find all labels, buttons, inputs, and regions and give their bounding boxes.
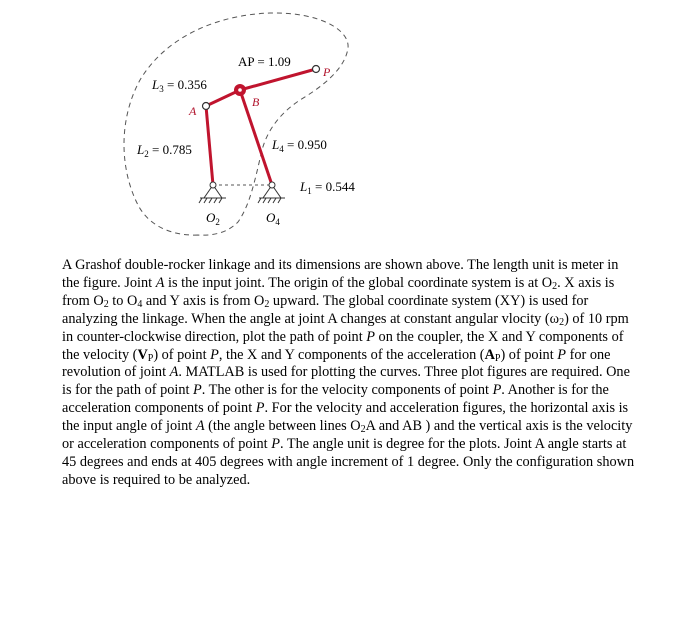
problem-statement: A Grashof double-rocker linkage and its dimensions are shown above. The length unit is meter in the figure. Joint A is the input joint. The origin of the global coordinate system is at $O_2$. X axis is from $O_2$ to $O_4$ and Y axis is from $O_2$ upward. The global coordinate system (XY) is used for analyzing the linkage. When the angle at joint A changes at constant angular vlocity $(\omega_2)$ of 10 rpm in counter-clockwise direction, plot the path of point P on the coupler, the X and Y components of the velocity $(V_P)$ of point P, the X and Y components of the acceleration $(A_P)$ of point P for one revolution of joint A. MATLAB is used for plotting the curves. Three plot figures are required. One is for the path of point P. The other is for the velocity components of point P. Another is for the acceleration components of point P. For the velocity and acceleration figures, the horizontal axis is the input angle of joint A (the angle between lines $O_2A$ and AB ) and the vertical axis is the velocity or acceleration components of point P. The angle unit is degree for the plots. Joint A angle starts at 45 degrees and ends at 405 degrees with angle increment of 1 degree. Only the configuration shown above is required to be analyzed. [62, 257, 635, 488]
label-joint-b: B [252, 95, 260, 109]
point-p [313, 66, 320, 73]
joint-b-pin [238, 88, 242, 92]
label-o4: $O_4$ [266, 210, 280, 227]
label-l3: $L_3 = 0.356$ [152, 77, 207, 94]
label-l2: $L_2 = 0.785$ [137, 142, 192, 159]
label-l1: $L_1 = 0.544$ [300, 179, 355, 196]
linkage-diagram [0, 0, 700, 250]
coupler-path-curve [124, 13, 348, 235]
joint-a [203, 103, 210, 110]
label-joint-a: A [189, 104, 197, 118]
label-point-p: P [323, 65, 331, 79]
label-o2: $O_2$ [206, 210, 220, 227]
link-l2 [206, 106, 213, 185]
coupler-arm-bp [240, 69, 316, 90]
label-ap: AP = 1.09 [238, 54, 291, 69]
label-l4: $L_4 = 0.950$ [272, 137, 327, 154]
